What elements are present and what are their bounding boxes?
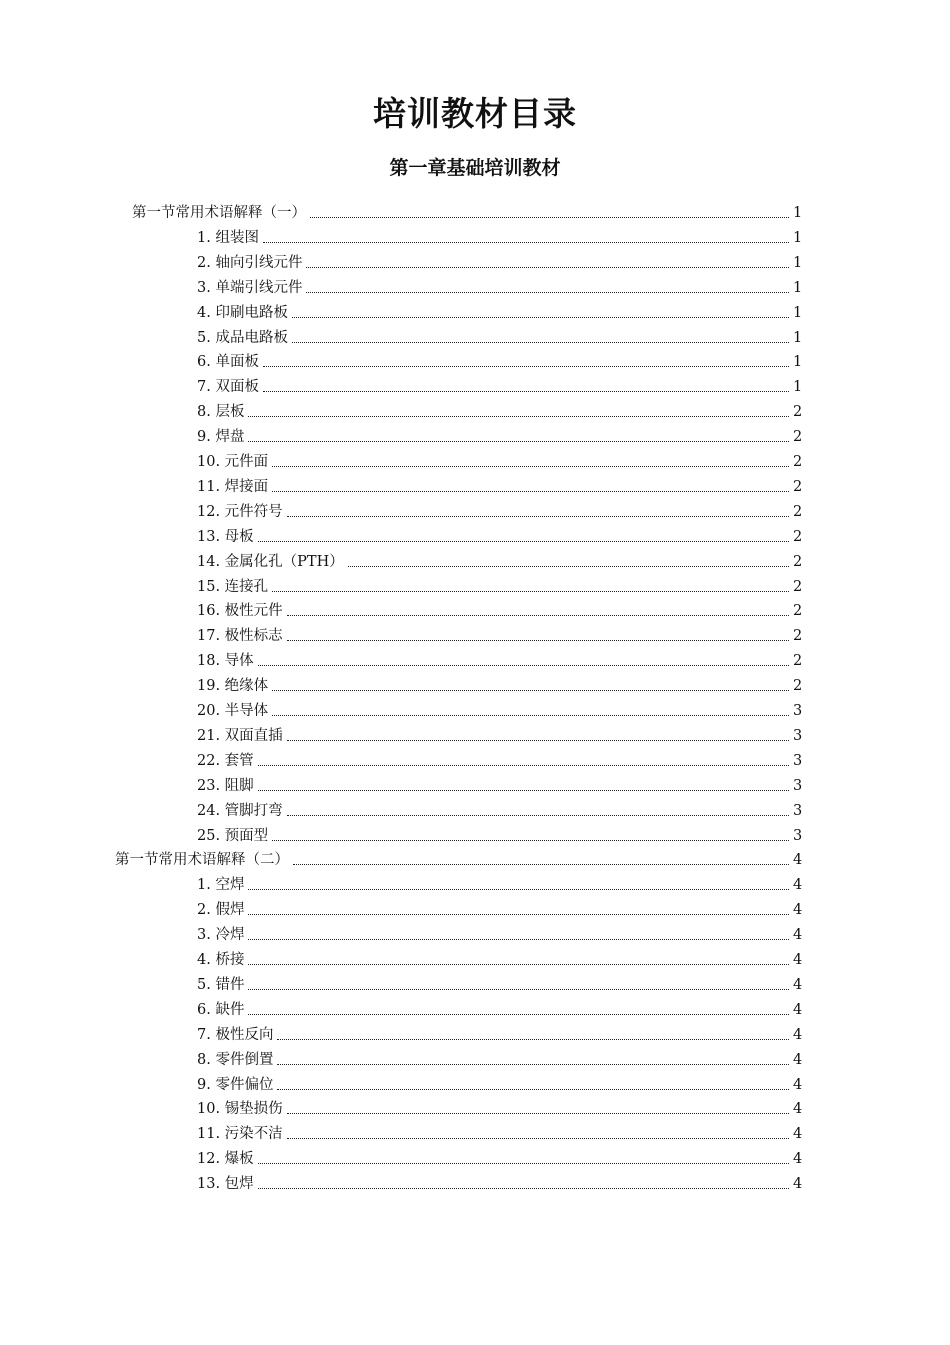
toc-item-number: 2. [197, 902, 216, 919]
toc-item-number: 4. [197, 304, 216, 321]
toc-leader-dots [248, 416, 789, 417]
toc-item-label: 套管 [224, 752, 254, 769]
toc-page-number: 1 [793, 379, 803, 396]
toc-leader-dots [248, 914, 789, 915]
toc-item-entry[interactable] [197, 945, 801, 969]
toc-item-entry[interactable] [197, 870, 801, 894]
toc-item-label: 元件面 [224, 454, 269, 470]
toc-item-number: 8. [197, 404, 216, 421]
toc-item-number: 21. [197, 727, 225, 744]
toc-item-label: 成品电路板 [215, 329, 288, 346]
toc-item-entry[interactable] [197, 1094, 801, 1118]
chapter-title: 第一章基础培训教材 [389, 157, 561, 179]
toc-item-entry[interactable] [197, 347, 801, 371]
toc-item-label: 双面板 [215, 379, 259, 396]
toc-item-number: 12. [197, 1151, 225, 1168]
toc-leader-dots [272, 715, 789, 716]
toc-item-number: 1. [197, 877, 216, 894]
toc-item-label: 零件偏位 [215, 1076, 274, 1093]
toc-item-entry[interactable] [197, 298, 801, 322]
toc-item-number: 16. [197, 603, 225, 620]
toc-item-entry[interactable] [197, 746, 801, 770]
toc-item-number: 17. [197, 628, 225, 645]
toc-item-entry[interactable] [197, 273, 801, 297]
toc-item-entry[interactable] [197, 497, 801, 521]
toc-page-number: 3 [793, 752, 803, 769]
toc-item-label: 零件倒置 [215, 1051, 274, 1068]
toc-page-number: 4 [793, 952, 803, 968]
toc-item-label: 第一节常用术语解释（一） [132, 205, 306, 221]
toc-page-number: 2 [793, 503, 803, 520]
toc-item-number: 6. [197, 354, 216, 371]
toc-page-number: 4 [793, 1176, 803, 1193]
toc-item-number: 22. [197, 752, 225, 769]
toc-leader-dots [248, 889, 789, 890]
toc-item-label: 缺件 [215, 1001, 245, 1018]
toc-item-number: 9. [197, 1076, 216, 1093]
toc-item-label: 半导体 [224, 703, 269, 719]
toc-page-number: 1 [793, 279, 803, 296]
toc-item-label: 单面板 [215, 354, 259, 371]
toc-page-number: 3 [793, 827, 803, 844]
toc-item-number: 11. [197, 1126, 225, 1143]
toc-leader-dots [287, 740, 789, 741]
toc-page-number: 2 [793, 528, 803, 545]
toc-item-number: 1. [197, 229, 216, 246]
toc-leader-dots [258, 1163, 789, 1164]
toc-item-number: 12. [197, 503, 225, 520]
toc-item-number: 10. [197, 1101, 225, 1118]
toc-page-number: 1 [793, 254, 803, 271]
toc-item-entry[interactable] [197, 522, 801, 546]
toc-item-label: 绝缘体 [224, 678, 269, 695]
toc-item-number: 14. [197, 553, 225, 570]
toc-page-number: 3 [793, 777, 803, 794]
toc-item-entry[interactable] [197, 1020, 801, 1044]
toc-page-number: 4 [793, 902, 803, 919]
toc-page-number: 2 [793, 478, 803, 495]
toc-item-label: 双面直插 [224, 727, 283, 744]
toc-leader-dots [287, 615, 789, 616]
toc-item-entry[interactable] [197, 323, 801, 347]
toc-item-entry[interactable] [197, 696, 801, 720]
toc-item-number: 20. [197, 703, 225, 719]
toc-item-entry[interactable] [197, 970, 801, 994]
toc-item-number: 6. [197, 1001, 216, 1018]
toc-item-number: 13. [197, 528, 225, 545]
toc-item-entry[interactable] [197, 995, 801, 1019]
toc-page-number: 4 [793, 852, 803, 869]
toc-item-label: 污染不洁 [224, 1126, 283, 1143]
toc-page-number: 1 [793, 205, 803, 221]
toc-item-label: 导体 [224, 653, 254, 670]
toc-page-number: 2 [793, 678, 803, 695]
toc-page-number: 4 [793, 976, 803, 993]
toc-item-label: 管脚打弯 [224, 802, 283, 819]
toc-page-number: 3 [793, 802, 803, 819]
toc-page-number: 2 [793, 653, 803, 670]
toc-item-label: 包焊 [224, 1176, 254, 1193]
toc-item-label: 层板 [215, 404, 245, 421]
toc-page-number: 2 [793, 578, 803, 595]
toc-item-entry[interactable] [197, 895, 801, 919]
toc-item-entry[interactable] [197, 671, 801, 695]
toc-item-label: 母板 [224, 528, 254, 545]
toc-item-number: 23. [197, 777, 225, 794]
toc-item-number: 4. [197, 952, 216, 968]
toc-item-entry[interactable] [197, 1045, 801, 1069]
toc-leader-dots [248, 964, 789, 965]
toc-leader-dots [272, 466, 789, 467]
toc-page-number: 4 [793, 1076, 803, 1093]
toc-page-number: 3 [793, 727, 803, 744]
toc-leader-dots [258, 1188, 789, 1189]
toc-section-entry[interactable] [115, 845, 801, 869]
toc-item-label: 极性反向 [215, 1026, 274, 1043]
toc-leader-dots [287, 640, 789, 641]
toc-leader-dots [292, 342, 789, 343]
toc-page-number: 4 [793, 877, 803, 894]
toc-item-entry[interactable] [197, 1070, 801, 1094]
toc-page-number: 1 [793, 329, 803, 346]
toc-page-number: 2 [793, 404, 803, 421]
toc-item-entry[interactable] [197, 372, 801, 396]
toc-page-number: 4 [793, 927, 803, 944]
toc-leader-dots [272, 491, 789, 492]
toc-leader-dots [277, 1039, 789, 1040]
toc-item-entry[interactable] [197, 771, 801, 795]
toc-leader-dots [287, 516, 789, 517]
toc-item-number: 18. [197, 653, 225, 670]
toc-leader-dots [248, 441, 789, 442]
toc-item-label: 预面型 [224, 827, 269, 844]
toc-leader-dots [277, 1064, 789, 1065]
toc-item-label: 错件 [215, 976, 245, 993]
toc-leader-dots [248, 1014, 789, 1015]
toc-item-entry[interactable] [197, 447, 801, 471]
toc-item-number: 3. [197, 927, 216, 944]
toc-item-entry[interactable] [197, 796, 801, 820]
toc-item-number: 3. [197, 279, 216, 296]
toc-item-entry[interactable] [197, 223, 801, 247]
toc-item-label: 假焊 [215, 902, 245, 919]
toc-item-label: 极性标志 [224, 628, 283, 645]
toc-item-entry[interactable] [197, 646, 801, 670]
toc-item-entry[interactable] [197, 920, 801, 944]
toc-item-number: 7. [197, 1026, 216, 1043]
toc-item-label: 元件符号 [224, 503, 283, 520]
toc-item-label: 第一节常用术语解释（二） [115, 852, 289, 869]
toc-item-number: 11. [197, 478, 225, 495]
toc-item-label: 连接孔 [224, 578, 269, 595]
toc-page-number: 4 [793, 1051, 803, 1068]
toc-item-label: 单端引线元件 [215, 279, 303, 296]
toc-item-number: 24. [197, 802, 225, 819]
toc-item-label: 焊接面 [224, 478, 269, 495]
toc-item-label: 爆板 [224, 1151, 254, 1168]
toc-leader-dots [287, 1138, 789, 1139]
toc-page-number: 2 [793, 553, 803, 570]
toc-item-entry[interactable] [197, 547, 801, 571]
toc-leader-dots [348, 566, 789, 567]
toc-item-number: 5. [197, 329, 216, 346]
toc-leader-dots [287, 815, 789, 816]
toc-item-entry[interactable] [197, 721, 801, 745]
toc-item-number: 5. [197, 976, 216, 993]
toc-page-number: 1 [793, 304, 803, 321]
toc-page-number: 2 [793, 454, 803, 470]
toc-item-entry[interactable] [197, 572, 801, 596]
toc-item-label: 金属化孔（PTH） [224, 553, 344, 570]
toc-item-label: 组装图 [215, 229, 259, 246]
toc-page-number: 3 [793, 703, 803, 719]
toc-page-number: 2 [793, 628, 803, 645]
toc-item-entry[interactable] [197, 1144, 801, 1168]
toc-item-label: 印刷电路板 [215, 304, 288, 321]
toc-item-entry[interactable] [197, 248, 801, 272]
toc-item-label: 冷焊 [215, 927, 245, 944]
toc-item-entry[interactable] [197, 422, 801, 446]
toc-item-label: 锡垫损伤 [224, 1101, 283, 1118]
toc-item-entry[interactable] [197, 397, 801, 421]
toc-item-number: 10. [197, 454, 225, 470]
toc-item-number: 9. [197, 429, 216, 446]
toc-leader-dots [263, 366, 789, 367]
toc-leader-dots [263, 391, 789, 392]
toc-item-number: 25. [197, 827, 225, 844]
toc-item-entry[interactable] [197, 1119, 801, 1143]
toc-page-number: 1 [793, 229, 803, 246]
toc-leader-dots [248, 989, 789, 990]
toc-leader-dots [258, 665, 789, 666]
toc-leader-dots [306, 267, 789, 268]
toc-leader-dots [258, 541, 789, 542]
toc-item-number: 8. [197, 1051, 216, 1068]
toc-leader-dots [258, 765, 789, 766]
toc-page-number: 2 [793, 429, 803, 446]
document-title: 培训教材目录 [373, 94, 577, 133]
toc-page-number: 4 [793, 1151, 803, 1168]
toc-leader-dots [277, 1089, 789, 1090]
toc-page-number: 2 [793, 603, 803, 620]
toc-item-entry[interactable] [197, 621, 801, 645]
toc-item-entry[interactable] [197, 472, 801, 496]
toc-item-number: 15. [197, 578, 225, 595]
toc-item-number: 19. [197, 678, 225, 695]
toc-leader-dots [272, 591, 789, 592]
toc-leader-dots [258, 790, 789, 791]
toc-leader-dots [287, 1113, 789, 1114]
toc-item-label: 空焊 [215, 877, 245, 894]
toc-item-label: 桥接 [215, 952, 245, 968]
toc-leader-dots [293, 864, 789, 865]
toc-item-label: 阻脚 [224, 777, 254, 794]
toc-item-entry[interactable] [197, 821, 801, 845]
toc-leader-dots [292, 317, 789, 318]
toc-item-number: 2. [197, 254, 216, 271]
toc-item-label: 焊盘 [215, 429, 245, 446]
toc-page-number: 1 [793, 354, 803, 371]
toc-leader-dots [272, 840, 789, 841]
toc-item-number: 13. [197, 1176, 225, 1193]
toc-item-label: 极性元件 [224, 603, 283, 620]
toc-page-number: 4 [793, 1001, 803, 1018]
toc-leader-dots [263, 242, 789, 243]
toc-item-label: 轴向引线元件 [215, 254, 303, 271]
toc-item-entry[interactable] [197, 596, 801, 620]
toc-leader-dots [306, 292, 789, 293]
toc-section-entry[interactable] [132, 198, 801, 222]
toc-item-number: 7. [197, 379, 216, 396]
toc-page-number: 4 [793, 1026, 803, 1043]
toc-page-number: 4 [793, 1126, 803, 1143]
toc-leader-dots [248, 939, 789, 940]
toc-leader-dots [272, 690, 789, 691]
toc-leader-dots [310, 217, 789, 218]
toc-item-entry[interactable] [197, 1169, 801, 1193]
toc-page-number: 4 [793, 1101, 803, 1118]
